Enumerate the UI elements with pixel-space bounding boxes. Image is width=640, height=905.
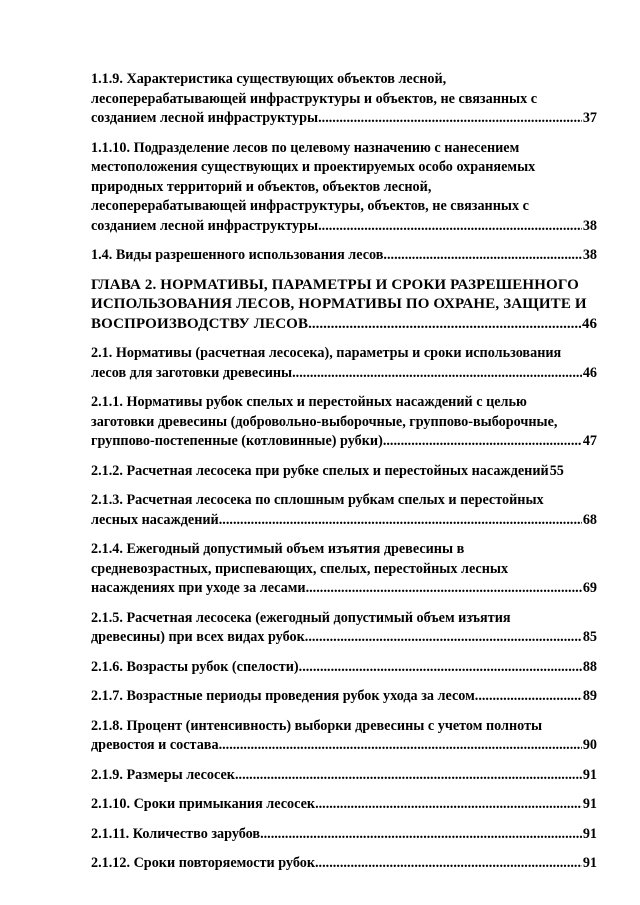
toc-entry-line: 2.1.5. Расчетная лесосека (ежегодный допустимый объем изъятия [91,609,511,626]
leader-dots [219,511,582,531]
toc-entry-title: 2.1.7. Возрастные периоды проведения рубок ухода за лесом [91,688,475,704]
toc-entry-line: ИСПОЛЬЗОВАНИЯ ЛЕСОВ, НОРМАТИВЫ ПО ОХРАНЕ, ЗАЩИТЕ И [91,296,587,312]
toc-entry[interactable] [91,246,597,266]
toc-entry-title: 2.1.6. Возрасты рубок (спелости) [91,658,299,675]
toc-entry-line: лесоперерабатывающей инфраструктуры, объектов, не связанных с [91,198,529,214]
leader-dots [383,246,581,266]
toc-entry[interactable] [91,687,597,707]
table-of-contents [91,70,597,884]
toc-entry-line: 2.1.3. Расчетная лесосека по сплошным рубкам спелых и перестойных [91,492,544,508]
page-number: 46 [582,364,597,381]
leader-dots [219,736,582,756]
toc-entry[interactable] [91,609,597,648]
toc-entry-title: созданием лесной инфраструктуры [91,217,319,234]
toc-entry-title: 2.1.11. Количество зарубов [91,825,261,842]
toc-entry-title: 1.4. Виды разрешенного использования лесов [91,247,384,263]
leader-dots [306,579,582,599]
page-number: 91 [582,825,597,842]
leader-dots [260,825,582,845]
toc-entry-line: заготовки древесины (добровольно-выборочные, группово-выборочные, [91,413,558,430]
page-number: 91 [582,796,597,812]
toc-entry-title: лесных насаждений [91,511,219,528]
page-number: 38 [582,217,597,234]
page-number: 91 [582,855,597,871]
toc-entry[interactable] [91,139,597,237]
toc-entry[interactable] [91,540,597,599]
page-number: 68 [582,511,597,528]
toc-entry-title: насаждениях при уходе за лесами [91,580,306,596]
leader-dots [308,315,581,335]
toc-entry[interactable] [91,766,597,786]
toc-entry[interactable] [91,70,597,129]
toc-entry-title: ВОСПРОИЗВОДСТВУ ЛЕСОВ [91,315,309,332]
toc-entry-title: созданием лесной инфраструктуры [91,110,319,126]
page-number: 55 [549,462,564,479]
toc-entry[interactable] [91,825,597,845]
page-number: 88 [582,658,597,675]
toc-entry-line: лесоперерабатывающей инфраструктуры и объектов, не связанных с [91,90,538,107]
toc-entry[interactable] [91,393,597,452]
toc-entry-line: 1.1.10. Подразделение лесов по целевому назначению с нанесением [91,139,520,156]
toc-entry[interactable] [91,344,597,383]
toc-entry-line: 2.1.8. Процент (интенсивность) выборки древесины с учетом полноты [91,717,543,734]
page-number: 85 [582,629,597,645]
toc-entry-line: 2.1. Нормативы (расчетная лесосека), параметры и сроки использования [91,345,562,361]
toc-entry[interactable] [91,717,597,756]
leader-dots [383,432,582,452]
toc-entry-line: средневозрастных, приспевающих, спелых, перестойных лесных [91,560,509,577]
toc-entry-line: местоположения существующих и проектируемых особо охраняемых [91,159,536,175]
leader-dots [299,658,582,678]
toc-entry-line: ГЛАВА 2. НОРМАТИВЫ, ПАРАМЕТРЫ И СРОКИ РАЗРЕШЕННОГО [91,276,579,293]
toc-entry[interactable] [91,854,597,874]
toc-entry-line: 2.1.1. Нормативы рубок спелых и перестойных насаждений с целью [91,394,527,410]
toc-entry-line: 1.1.9. Характеристика существующих объектов лесной, [91,71,447,87]
leader-dots [292,364,582,384]
toc-entry-title: 2.1.10. Сроки примыкания лесосек [91,796,316,812]
page-number: 37 [582,110,597,126]
toc-entry-title: 2.1.12. Сроки повторяемости рубок [91,855,315,871]
leader-dots [315,795,582,815]
page-number: 90 [582,737,597,753]
page-number: 46 [582,315,597,332]
leader-dots [318,109,582,129]
page-number: 91 [582,766,597,783]
toc-entry[interactable] [91,658,597,678]
page-number: 38 [582,247,597,263]
toc-entry-title: группово-постепенные (котловинные) рубки) [91,433,383,449]
toc-entry[interactable] [91,795,597,815]
toc-entry-title: 2.1.9. Размеры лесосек [91,766,235,783]
leader-dots [235,766,582,786]
toc-entry-title: 2.1.2. Расчетная лесосека при рубке спелых и перестойных насаждений [91,462,549,479]
toc-entry[interactable] [91,491,597,530]
toc-entry-line: 2.1.4. Ежегодный допустимый объем изъятия древесины в [91,541,465,557]
toc-entry-title: древостоя и состава [91,737,219,753]
toc-entry-title: лесов для заготовки древесины [91,364,293,381]
leader-dots [315,854,582,874]
leader-dots [305,628,582,648]
leader-dots [475,687,582,707]
toc-entry-title: древесины) при всех видах рубок [91,629,305,645]
toc-chapter-entry[interactable] [91,276,597,335]
page-number: 89 [582,688,597,704]
toc-entry[interactable] [91,462,597,482]
page-number: 69 [582,580,597,596]
page-number: 47 [582,433,597,449]
toc-entry-line: природных территорий и объектов, объектов лесной, [91,178,432,195]
leader-dots [318,217,582,237]
